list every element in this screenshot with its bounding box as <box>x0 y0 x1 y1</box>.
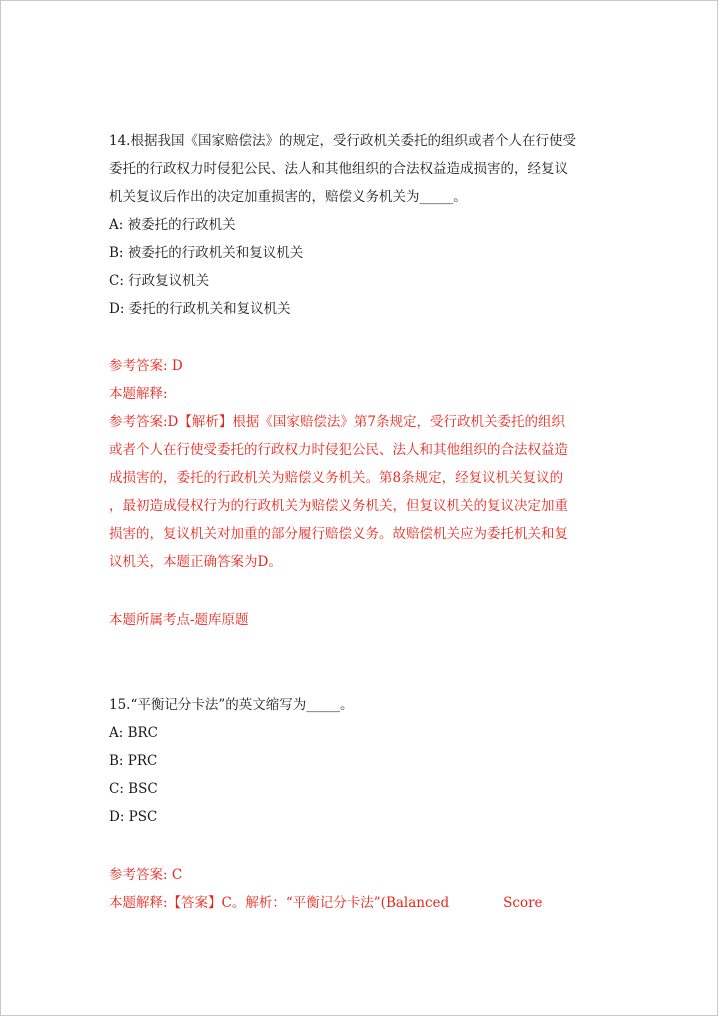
q14-explanation-line-6: 议机关，本题正确答案为D。 <box>109 554 282 570</box>
q14-topic: 本题所属考点-题库原题 <box>109 612 249 628</box>
q14-option-d: D: 委托的行政机关和复议机关 <box>109 301 291 317</box>
q14-option-a: A: 被委托的行政机关 <box>109 217 236 233</box>
q15-stem: 15.“平衡记分卡法”的英文缩写为_____。 <box>109 697 354 713</box>
q14-explanation-line-5: 损害的，复议机关对加重的部分履行赔偿义务。故赔偿机关应为委托机关和复 <box>109 526 568 542</box>
q14-explanation-label: 本题解释: <box>109 386 168 402</box>
q14-stem-line-2: 委托的行政权力时侵犯公民、法人和其他组织的合法权益造成损害的，经复议 <box>109 161 568 177</box>
q14-option-c: C: 行政复议机关 <box>109 273 210 289</box>
q15-explanation <box>109 893 543 913</box>
q14-explanation-line-4: ，最初造成侵权行为的行政机关为赔偿义务机关，但复议机关的复议决定加重 <box>109 498 568 514</box>
q14-stem-line-1: 14.根据我国《国家赔偿法》的规定，受行政机关委托的组织或者个人在行使受 <box>109 133 576 149</box>
q15-option-a: A: BRC <box>109 725 159 741</box>
q14-explanation-line-2: 或者个人在行使受委托的行政权力时侵犯公民、法人和其他组织的合法权益造 <box>109 442 568 458</box>
q14-explanation-line-1: 参考答案:D【解析】根据《国家赔偿法》第7条规定，受行政机关委托的组织 <box>109 414 565 430</box>
q15-option-b: B: PRC <box>109 753 158 769</box>
q15-option-c: C: BSC <box>109 781 158 797</box>
q14-stem-line-3: 机关复议后作出的决定加重损害的，赔偿义务机关为_____。 <box>109 189 467 205</box>
q15-option-d: D: PSC <box>109 809 158 825</box>
q15-explanation-part-1: 本题解释:【答案】C。解析：“平衡记分卡法”(Balanced <box>109 895 450 911</box>
q14-answer: 参考答案: D <box>109 358 183 374</box>
q14-option-b: B: 被委托的行政机关和复议机关 <box>109 245 304 261</box>
q14-explanation-line-3: 成损害的，委托的行政机关为赔偿义务机关。第8条规定，经复议机关复议的 <box>109 470 564 486</box>
q15-answer: 参考答案: C <box>109 867 183 883</box>
q15-explanation-part-2: Score <box>503 895 543 911</box>
